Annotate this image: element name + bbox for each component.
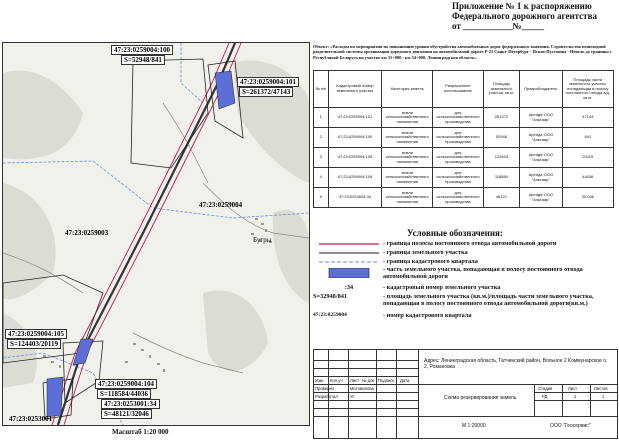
quarter-0259003-label: 47:23:0259003 (65, 229, 109, 237)
parcel-part-symbol (319, 268, 379, 278)
cell-category: земли сельскохозяйственного назначения (382, 188, 433, 208)
header-line-3: от ___________№_____ (452, 21, 545, 31)
parcel-number-symbol: :34 (344, 284, 354, 291)
cell-number: 5 (314, 188, 329, 208)
cell-category: земли сельскохозяйственного назначения (382, 108, 433, 128)
parcels-table (313, 70, 614, 208)
cell-owner: Аренда ООО "Альтаир" (520, 188, 563, 208)
cell-usage: для сельскохозяйственного производства (433, 128, 484, 148)
table-row (314, 108, 614, 128)
village-label: Бугры (253, 236, 272, 244)
legend-item-text: - граница земельного участка (383, 249, 468, 256)
table-row (314, 168, 614, 188)
quarter-0253001-label: 47:23:0253001 (9, 415, 53, 423)
table-row (314, 188, 614, 208)
stamp-company: ООО "Геосервис" (550, 423, 591, 429)
stamp-stage-value: РД (542, 394, 548, 399)
parcel-101-area: S=261372/47143 (239, 87, 293, 97)
parcel-100-area: S=52948/841 (121, 55, 165, 65)
cell-area: 48121 (483, 188, 519, 208)
cell-usage: для сельскохозяйственного производства (433, 108, 484, 128)
stamp-role-developed: Разработал (315, 394, 338, 399)
cell-category: земли сельскохозяйственного назначения (382, 148, 433, 168)
legend-item-area (313, 292, 616, 308)
object-description: Объект: «Расходы на мероприятия по повышению уровня обустройства автомобильных дорог федерального значения. Строительство пешеходной разделительной системы организации дорожного движения на автомобильной дороге Р-23 Санкт-Петербург - Псков-Пустошка - Невель до границы с Республикой Беларусь на участке км 31+000 - км 54+000, Ленинградская область» (313, 44, 612, 60)
cell-part-area: 32 046 (562, 188, 613, 208)
stamp-sheet-header: Лист (568, 386, 578, 391)
cell-usage: для сельскохозяйственного производства (433, 168, 484, 188)
cell-area: 124403 (483, 148, 519, 168)
stamp-name-developed: Ус (350, 394, 355, 399)
legend-item-text: - площадь земельного участка (кв.м.)/площадь части земельного участка, попадающая в полосу постоянного отвода автомобильной дороги(кв.м.) (383, 293, 594, 307)
cell-category: земли сельскохозяйственного назначения (382, 168, 433, 188)
cell-cadastral: 47:23:0259004:105 (328, 148, 382, 168)
col-header-owner: Правообладатель (520, 71, 563, 108)
map-canvas (3, 43, 309, 425)
parcel-105-label: 47:23:0259004:105 (5, 329, 67, 339)
parcel-34-area: S=48121/32046 (101, 409, 152, 419)
stamp-col-doc: № док (362, 378, 375, 383)
cell-category: земли сельскохозяйственного назначения (382, 128, 433, 148)
col-header-part-area: Площадь части земельного участка, попадающая в полосу постоянного отвода а/д, кв.м. (562, 71, 613, 108)
cell-number: 3 (314, 148, 329, 168)
stamp-drawing-title: Схема резервирования земель (444, 395, 517, 401)
stamp-role-checked: Проверил (315, 386, 335, 391)
cell-owner: Аренда ООО "Альтаир" (520, 148, 563, 168)
cell-cadastral: 47:23:0253004:34 (328, 188, 382, 208)
cell-number: 1 (314, 108, 329, 128)
col-header-category: Категория земель (382, 71, 433, 108)
road-boundary-symbol (319, 240, 379, 248)
cell-owner: Аренда ООО "Альтаир" (520, 168, 563, 188)
cell-part-area: 20119 (562, 148, 613, 168)
cell-cadastral: 47:23:0259004:100 (328, 128, 382, 148)
legend-item-text: - кадастровый номер земельного участка (383, 284, 501, 291)
cadastral-map (2, 42, 310, 426)
stamp-col-signature: Подпись (378, 378, 395, 383)
cell-usage: для сельскохозяйственного производства (433, 148, 484, 168)
cell-usage: для сельскохозяйственного производства (433, 188, 484, 208)
table-header-row (314, 71, 614, 108)
parcel-104-area: S=118584/44036 (97, 389, 151, 399)
document-header (452, 1, 618, 31)
cell-cadastral: 47:23:0259004:101 (328, 108, 382, 128)
quarter-number-symbol: 47:23:0259004 (313, 312, 347, 318)
cell-part-area: 44036 (562, 168, 613, 188)
stamp-sheets-header: Листов (594, 386, 608, 391)
cell-owner: Аренда ООО "Альтаир" (520, 108, 563, 128)
legend-title: Условные обозначения: (407, 228, 503, 238)
cell-number: 2 (314, 128, 329, 148)
cell-number: 4 (314, 168, 329, 188)
stamp-address: Адрес: Ленинградская область, Гатчинский район, Вольное 2 Коммунарское о. 2, Романовка (424, 358, 608, 370)
parcel-34-label: 47:23:0253001:34 (101, 399, 160, 409)
parcel-104-label: 47:23:0259004:104 (95, 379, 157, 389)
stamp-col-sheet: Лист (350, 378, 360, 383)
cell-owner: Аренда ООО "Альтаир" (520, 128, 563, 148)
header-line-2: Федерального дорожного агентства (452, 11, 597, 21)
stamp-col-count: Кол.уч (330, 378, 343, 383)
cell-part-area: 47143 (562, 108, 613, 128)
parcel-101-label: 47:23:0259004:101 (237, 77, 299, 87)
cell-cadastral: 47:23:0259004:104 (328, 168, 382, 188)
cell-area: 52948 (483, 128, 519, 148)
parcel-boundary-symbol (319, 249, 379, 257)
stamp-stage-header: Стадия (538, 386, 553, 391)
legend-item-parcel-part (313, 266, 616, 282)
cell-part-area: 841 (562, 128, 613, 148)
legend-item-text: - номер кадастрового квартала (383, 312, 472, 319)
table-row (314, 128, 614, 148)
parcel-105-area: S=124403/20119 (7, 339, 61, 349)
legend-item-text: - граница кадастрового квартала (383, 258, 478, 265)
stamp-scale: М 1:20000 (462, 423, 486, 429)
map-scale: Масштаб 1:20 000 (112, 428, 169, 436)
quarter-boundary-symbol (319, 258, 379, 266)
col-header-area: Площадь земельного участка, кв.м. (483, 71, 519, 108)
legend-item-text: - граница полосы постоянного отвода автомобильной дороги (383, 240, 557, 247)
parcel-100-label: 47:23:0259004:100 (111, 45, 173, 55)
table-row (314, 148, 614, 168)
stamp-sheet-value: 1 (574, 394, 577, 399)
col-header-usage: Разрешенное использование (433, 71, 484, 108)
col-header-number: № п/п (314, 71, 329, 108)
header-line-1: Приложение № 1 к распоряжению (452, 1, 592, 11)
cell-area: 118584 (483, 168, 519, 188)
stamp-sheets-value: 1 (602, 394, 605, 399)
area-symbol: S=32948/841 (313, 293, 348, 300)
legend-item-text: - часть земельного участка, попадающая в полосу постоянного отвода автомобильной дороги (383, 266, 583, 280)
col-header-cadastral: Кадастровый номер земельного участка (328, 71, 382, 108)
cell-area: 261372 (483, 108, 519, 128)
stamp-col-change: Изм. (315, 378, 324, 383)
title-block-stamp (313, 349, 618, 439)
stamp-col-date: Дата (400, 378, 410, 383)
quarter-0259004-label: 47:23:0259004 (199, 201, 243, 209)
legend-item-quarter-number (313, 311, 616, 321)
stamp-name-checked: Мотовилова (350, 386, 374, 391)
